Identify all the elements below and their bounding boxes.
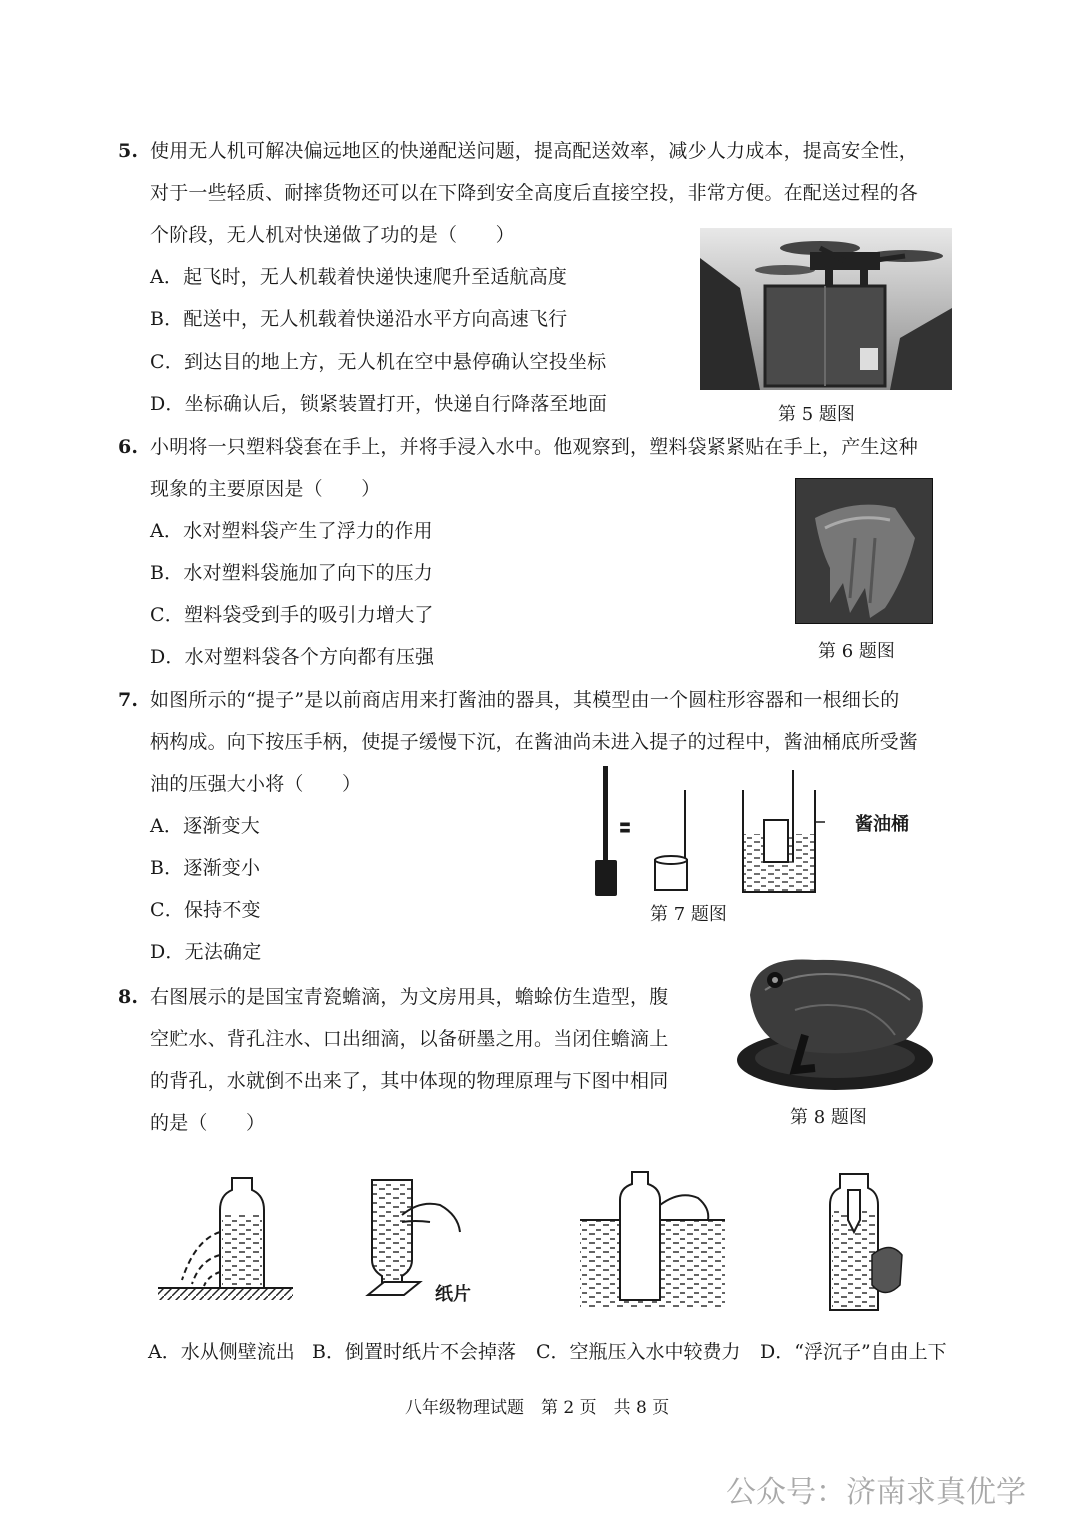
question-text-line: 个阶段，无人机对快递做了功的是（ ） <box>150 224 515 246</box>
question-text-line: 的是（ ） <box>150 1112 266 1134</box>
option-c: C．保持不变 <box>150 899 261 921</box>
option-a: A．起飞时，无人机载着快递快速爬升至适航高度 <box>150 266 568 288</box>
option-b: B．倒置时纸片不会掉落 <box>312 1341 516 1363</box>
question-text-line: 如图所示的“提子”是以前商店用来打酱油的器具，其模型由一个圆柱形容器和一根细长的 <box>150 689 900 711</box>
option-d: D．“浮沉子”自由上下 <box>760 1341 947 1363</box>
option-b: B．配送中，无人机载着快递沿水平方向高速飞行 <box>150 308 568 330</box>
figure-b-inverted-card <box>368 1180 460 1295</box>
figure-label: 酱油桶 <box>855 814 909 835</box>
question-number: 6. <box>118 436 139 458</box>
option-c: C．塑料袋受到手的吸引力增大了 <box>150 604 434 626</box>
question-number: 5. <box>118 140 139 162</box>
question-text-line: 柄构成。向下按压手柄，使提子缓慢下沉，在酱油尚未进入提子的过程中，酱油桶底所受酱 <box>150 731 919 753</box>
figure-caption: 第 5 题图 <box>778 404 855 425</box>
option-d: D．无法确定 <box>150 941 262 963</box>
watermark: 公众号：济南求真优学 <box>726 1475 1026 1510</box>
option-b: B．水对塑料袋施加了向下的压力 <box>150 562 433 584</box>
question-number: 7. <box>118 689 139 711</box>
figure-caption: 第 6 题图 <box>818 641 895 662</box>
question-text-line: 油的压强大小将（ ） <box>150 773 362 795</box>
figure-caption: 第 8 题图 <box>790 1107 867 1128</box>
figure-caption: 第 7 题图 <box>650 904 727 925</box>
option-a: A．水从侧壁流出 <box>148 1341 295 1363</box>
drone-photo <box>700 228 952 390</box>
ladle-diagram <box>585 760 825 900</box>
paper-card-label: 纸片 <box>435 1284 471 1305</box>
option-c: C．到达目的地上方，无人机在空中悬停确认空投坐标 <box>150 351 607 373</box>
question-number: 8. <box>118 986 139 1008</box>
option-a: A．逐渐变大 <box>150 815 260 837</box>
option-figures <box>140 1160 1040 1320</box>
option-b: B．逐渐变小 <box>150 857 261 879</box>
question-text-line: 现象的主要原因是（ ） <box>150 478 381 500</box>
option-c: C．空瓶压入水中较费力 <box>536 1341 741 1363</box>
hand-in-water-photo <box>795 478 933 624</box>
question-text-line: 对于一些轻质、耐摔货物还可以在下降到安全高度后直接空投，非常方便。在配送过程的各 <box>150 182 919 204</box>
question-text-line: 空贮水、背孔注水、口出细滴，以备研墨之用。当闭住蟾滴上 <box>150 1028 669 1050</box>
figure-d-cartesian-diver <box>830 1174 902 1310</box>
question-text-line: 的背孔，水就倒不出来了，其中体现的物理原理与下图中相同 <box>150 1070 669 1092</box>
option-d: D．水对塑料袋各个方向都有压强 <box>150 646 435 668</box>
figure-a-side-wall-jets <box>158 1178 293 1300</box>
page-footer: 八年级物理试题 第 2 页 共 8 页 <box>405 1398 670 1418</box>
svg-text:〓: 〓 <box>619 821 632 835</box>
figure-c-bottle-into-water <box>580 1172 725 1310</box>
toad-water-dropper-photo <box>735 950 935 1092</box>
option-d: D．坐标确认后，锁紧装置打开，快递自行降落至地面 <box>150 393 608 415</box>
question-text-line: 使用无人机可解决偏远地区的快递配送问题，提高配送效率，减少人力成本，提高安全性， <box>150 140 919 162</box>
question-text-line: 小明将一只塑料袋套在手上，并将手浸入水中。他观察到，塑料袋紧紧贴在手上，产生这种 <box>150 436 919 458</box>
option-a: A．水对塑料袋产生了浮力的作用 <box>150 520 433 542</box>
question-text-line: 右图展示的是国宝青瓷蟾滴，为文房用具，蟾蜍仿生造型，腹 <box>150 986 669 1008</box>
